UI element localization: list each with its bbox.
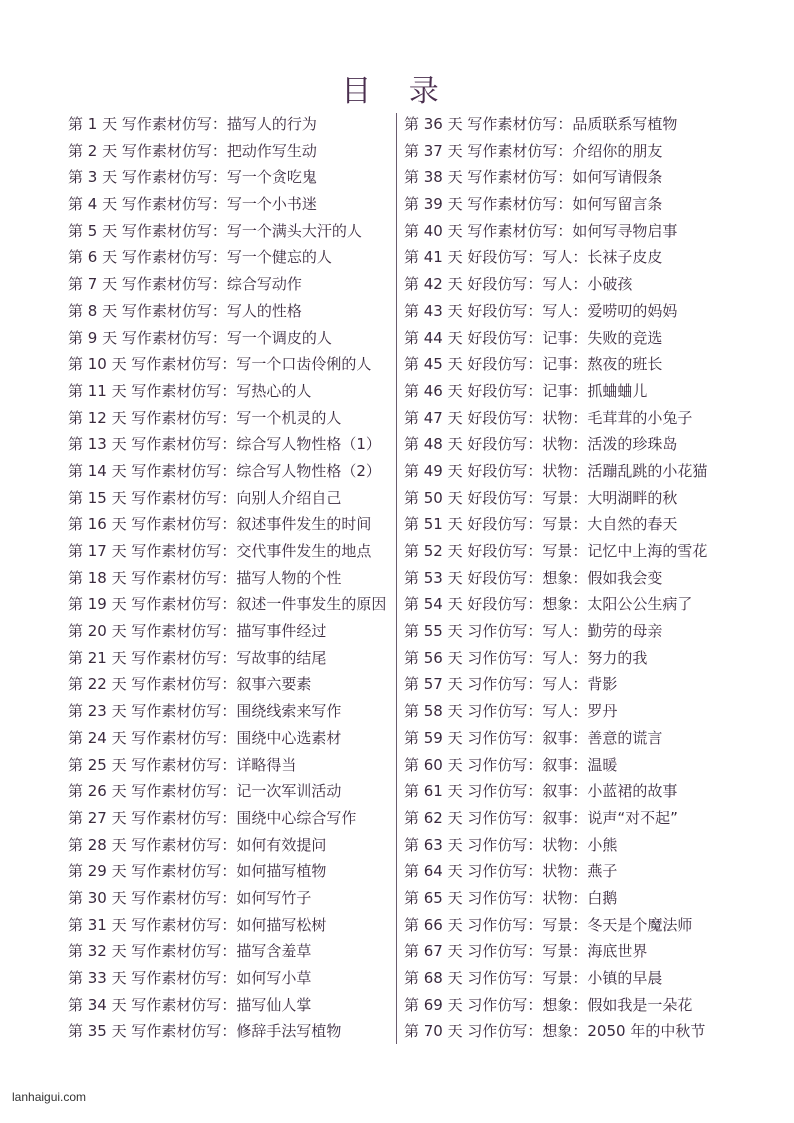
column-divider <box>396 113 397 1044</box>
toc-entry: 第 48 天 好段仿写：状物：活泼的珍珠岛 <box>404 435 678 454</box>
toc-entry: 第 14 天 写作素材仿写：综合写人物性格（2） <box>68 461 381 480</box>
toc-entry: 第 2 天 写作素材仿写：把动作写生动 <box>68 141 317 160</box>
toc-entry: 第 55 天 习作仿写：写人：勤劳的母亲 <box>404 622 663 641</box>
toc-entry: 第 8 天 写作素材仿写：写人的性格 <box>68 301 302 320</box>
toc-entry: 第 34 天 写作素材仿写：描写仙人掌 <box>68 995 312 1014</box>
toc-entry: 第 63 天 习作仿写：状物：小熊 <box>404 835 618 854</box>
toc-entry: 第 4 天 写作素材仿写：写一个小书迷 <box>68 195 317 214</box>
toc-entry: 第 17 天 写作素材仿写：交代事件发生的地点 <box>68 542 372 560</box>
toc-entry: 第 6 天 写作素材仿写：写一个健忘的人 <box>68 248 332 267</box>
toc-entry: 第 24 天 写作素材仿写：围绕中心选素材 <box>68 728 342 747</box>
toc-entry: 第 57 天 习作仿写：写人：背影 <box>404 675 618 694</box>
toc-entry: 第 68 天 习作仿写：写景：小镇的早晨 <box>404 969 663 987</box>
footer-site: lanhaigui.com <box>12 1090 87 1104</box>
toc-entry: 第 11 天 写作素材仿写：写热心的人 <box>68 381 312 400</box>
toc-entry: 第 59 天 习作仿写：叙事：善意的谎言 <box>404 728 663 747</box>
toc-entry: 第 69 天 习作仿写：想象：假如我是一朵花 <box>404 995 693 1014</box>
toc-entry: 第 18 天 写作素材仿写：描写人物的个性 <box>68 568 342 587</box>
toc-entry: 第 20 天 写作素材仿写：描写事件经过 <box>68 622 327 641</box>
toc-entry: 第 23 天 写作素材仿写：围绕线索来写作 <box>68 702 342 721</box>
toc-entry: 第 15 天 写作素材仿写：向别人介绍自己 <box>68 488 342 507</box>
toc-entry: 第 3 天 写作素材仿写：写一个贪吃鬼 <box>68 168 317 187</box>
toc-entry: 第 31 天 写作素材仿写：如何描写松树 <box>68 915 327 934</box>
toc-entry: 第 40 天 写作素材仿写：如何写寻物启事 <box>404 221 678 240</box>
toc-left-column <box>68 111 390 1045</box>
toc-entry: 第 19 天 写作素材仿写：叙述一件事发生的原因 <box>68 595 387 614</box>
toc-entry: 第 51 天 好段仿写：写景：大自然的春天 <box>404 515 678 534</box>
toc-entry: 第 13 天 写作素材仿写：综合写人物性格（1） <box>68 435 381 454</box>
toc-entry: 第 54 天 好段仿写：想象：太阳公公生病了 <box>404 595 693 614</box>
toc-entry: 第 61 天 习作仿写：叙事：小蓝裙的故事 <box>404 782 678 801</box>
toc-entry: 第 30 天 写作素材仿写：如何写竹子 <box>68 888 312 907</box>
toc-entry: 第 33 天 写作素材仿写：如何写小草 <box>68 969 312 987</box>
toc-entry: 第 26 天 写作素材仿写：记一次军训活动 <box>68 782 342 801</box>
toc-entry: 第 56 天 习作仿写：写人：努力的我 <box>404 648 648 667</box>
toc-entry: 第 29 天 写作素材仿写：如何描写植物 <box>68 862 327 881</box>
toc-entry: 第 42 天 好段仿写：写人：小破孩 <box>404 275 633 294</box>
toc-entry: 第 44 天 好段仿写：记事：失败的竞选 <box>404 328 663 347</box>
toc-entry: 第 28 天 写作素材仿写：如何有效提问 <box>68 835 327 854</box>
toc-entry: 第 12 天 写作素材仿写：写一个机灵的人 <box>68 408 342 427</box>
toc-entry: 第 60 天 习作仿写：叙事：温暖 <box>404 755 618 774</box>
toc-entry: 第 64 天 习作仿写：状物：燕子 <box>404 862 618 881</box>
toc-entry: 第 49 天 好段仿写：状物：活蹦乱跳的小花猫 <box>404 461 708 480</box>
toc-entry: 第 7 天 写作素材仿写：综合写动作 <box>68 275 302 294</box>
toc-entry: 第 70 天 习作仿写：想象：2050 年的中秋节 <box>404 1022 706 1041</box>
toc-right-column <box>404 111 734 1045</box>
toc-entry: 第 50 天 好段仿写：写景：大明湖畔的秋 <box>404 488 678 507</box>
toc-entry: 第 58 天 习作仿写：写人：罗丹 <box>404 702 618 721</box>
toc-entry: 第 22 天 写作素材仿写：叙事六要素 <box>68 675 312 694</box>
toc-entry: 第 53 天 好段仿写：想象：假如我会变 <box>404 568 663 587</box>
toc-entry: 第 47 天 好段仿写：状物：毛茸茸的小兔子 <box>404 408 693 427</box>
toc-entry: 第 35 天 写作素材仿写：修辞手法写植物 <box>68 1022 342 1041</box>
toc-entry: 第 21 天 写作素材仿写：写故事的结尾 <box>68 648 327 667</box>
toc-entry: 第 37 天 写作素材仿写：介绍你的朋友 <box>404 141 663 160</box>
toc-entry: 第 5 天 写作素材仿写：写一个满头大汗的人 <box>68 221 362 240</box>
toc-entry: 第 38 天 写作素材仿写：如何写请假条 <box>404 168 663 187</box>
toc-entry: 第 10 天 写作素材仿写：写一个口齿伶俐的人 <box>68 355 372 374</box>
toc-entry: 第 32 天 写作素材仿写：描写含羞草 <box>68 942 312 961</box>
toc-entry: 第 27 天 写作素材仿写：围绕中心综合写作 <box>68 808 357 827</box>
toc-entry: 第 16 天 写作素材仿写：叙述事件发生的时间 <box>68 515 372 534</box>
toc-entry: 第 41 天 好段仿写：写人：长袜子皮皮 <box>404 248 663 267</box>
toc-entry: 第 39 天 写作素材仿写：如何写留言条 <box>404 195 663 214</box>
toc-entry: 第 9 天 写作素材仿写：写一个调皮的人 <box>68 328 332 347</box>
toc-entry: 第 52 天 好段仿写：写景：记忆中上海的雪花 <box>404 542 708 560</box>
toc-entry: 第 36 天 写作素材仿写：品质联系写植物 <box>404 115 678 133</box>
page-title: 目 录 <box>341 74 453 109</box>
toc-entry: 第 43 天 好段仿写：写人：爱唠叨的妈妈 <box>404 301 678 320</box>
toc-entry: 第 66 天 习作仿写：写景：冬天是个魔法师 <box>404 915 693 934</box>
toc-entry: 第 67 天 习作仿写：写景：海底世界 <box>404 942 648 961</box>
toc-entry: 第 65 天 习作仿写：状物：白鹅 <box>404 888 618 907</box>
toc-entry: 第 46 天 好段仿写：记事：抓蛐蛐儿 <box>404 381 648 400</box>
toc-entry: 第 45 天 好段仿写：记事：熬夜的班长 <box>404 355 663 374</box>
toc-entry: 第 25 天 写作素材仿写：详略得当 <box>68 755 297 774</box>
toc-entry: 第 62 天 习作仿写：叙事：说声“对不起” <box>404 808 678 827</box>
toc-entry: 第 1 天 写作素材仿写：描写人的行为 <box>68 115 317 133</box>
